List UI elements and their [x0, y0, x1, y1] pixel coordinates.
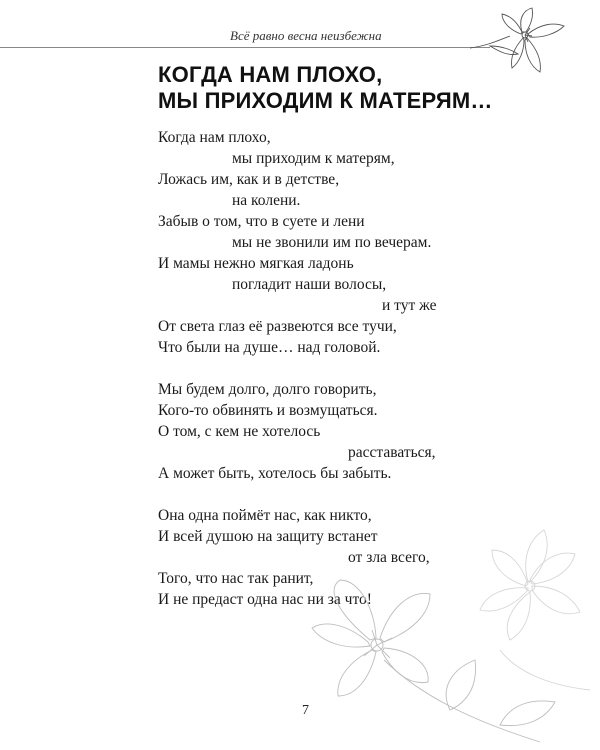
poem-line: От света глаз её развеются все тучи, — [158, 318, 397, 335]
poem-line: И не предаст одна нас ни за что! — [158, 591, 372, 608]
poem-title-line-1: КОГДА НАМ ПЛОХО, — [158, 62, 383, 87]
poem-line: на колени. — [232, 192, 301, 209]
page-number: 7 — [302, 703, 309, 718]
poem-line: мы не звонили им по вечерам. — [232, 234, 432, 251]
poem-line: Кого-то обвинять и возмущаться. — [158, 402, 378, 419]
poem-line: Мы будем долго, долго говорить, — [158, 381, 377, 398]
poem-line: Забыв о том, что в суете и лени — [158, 213, 365, 230]
poem-title — [158, 62, 493, 114]
poem-line: Ложась им, как и в детстве, — [158, 171, 340, 188]
poem-line: Когда нам плохо, — [158, 129, 271, 146]
poem-line: О том, с кем не хотелось — [158, 423, 321, 440]
running-title: Всё равно весна неизбежна — [230, 28, 382, 43]
poem-line: погладит наши волосы, — [232, 276, 387, 293]
poem-line: И всей душою на защиту встанет — [158, 528, 378, 545]
poem-line: Она одна поймёт нас, как никто, — [158, 507, 372, 524]
poem-line: и тут же — [382, 297, 437, 314]
poem-line: И мамы нежно мягкая ладонь — [158, 255, 354, 272]
poem-line: от зла всего, — [348, 549, 430, 566]
poem-title-line-2: МЫ ПРИХОДИМ К МАТЕРЯМ… — [158, 88, 493, 113]
poem-line: Что были на душе… над головой. — [158, 339, 381, 356]
poem-line: мы приходим к матерям, — [232, 150, 395, 167]
poem-line: Того, что нас так ранит, — [158, 570, 314, 587]
poem-line: расставаться, — [348, 444, 436, 461]
background-flowers-icon — [300, 520, 600, 750]
poem-line: А может быть, хотелось бы забыть. — [158, 465, 392, 482]
header-rule — [0, 47, 490, 48]
